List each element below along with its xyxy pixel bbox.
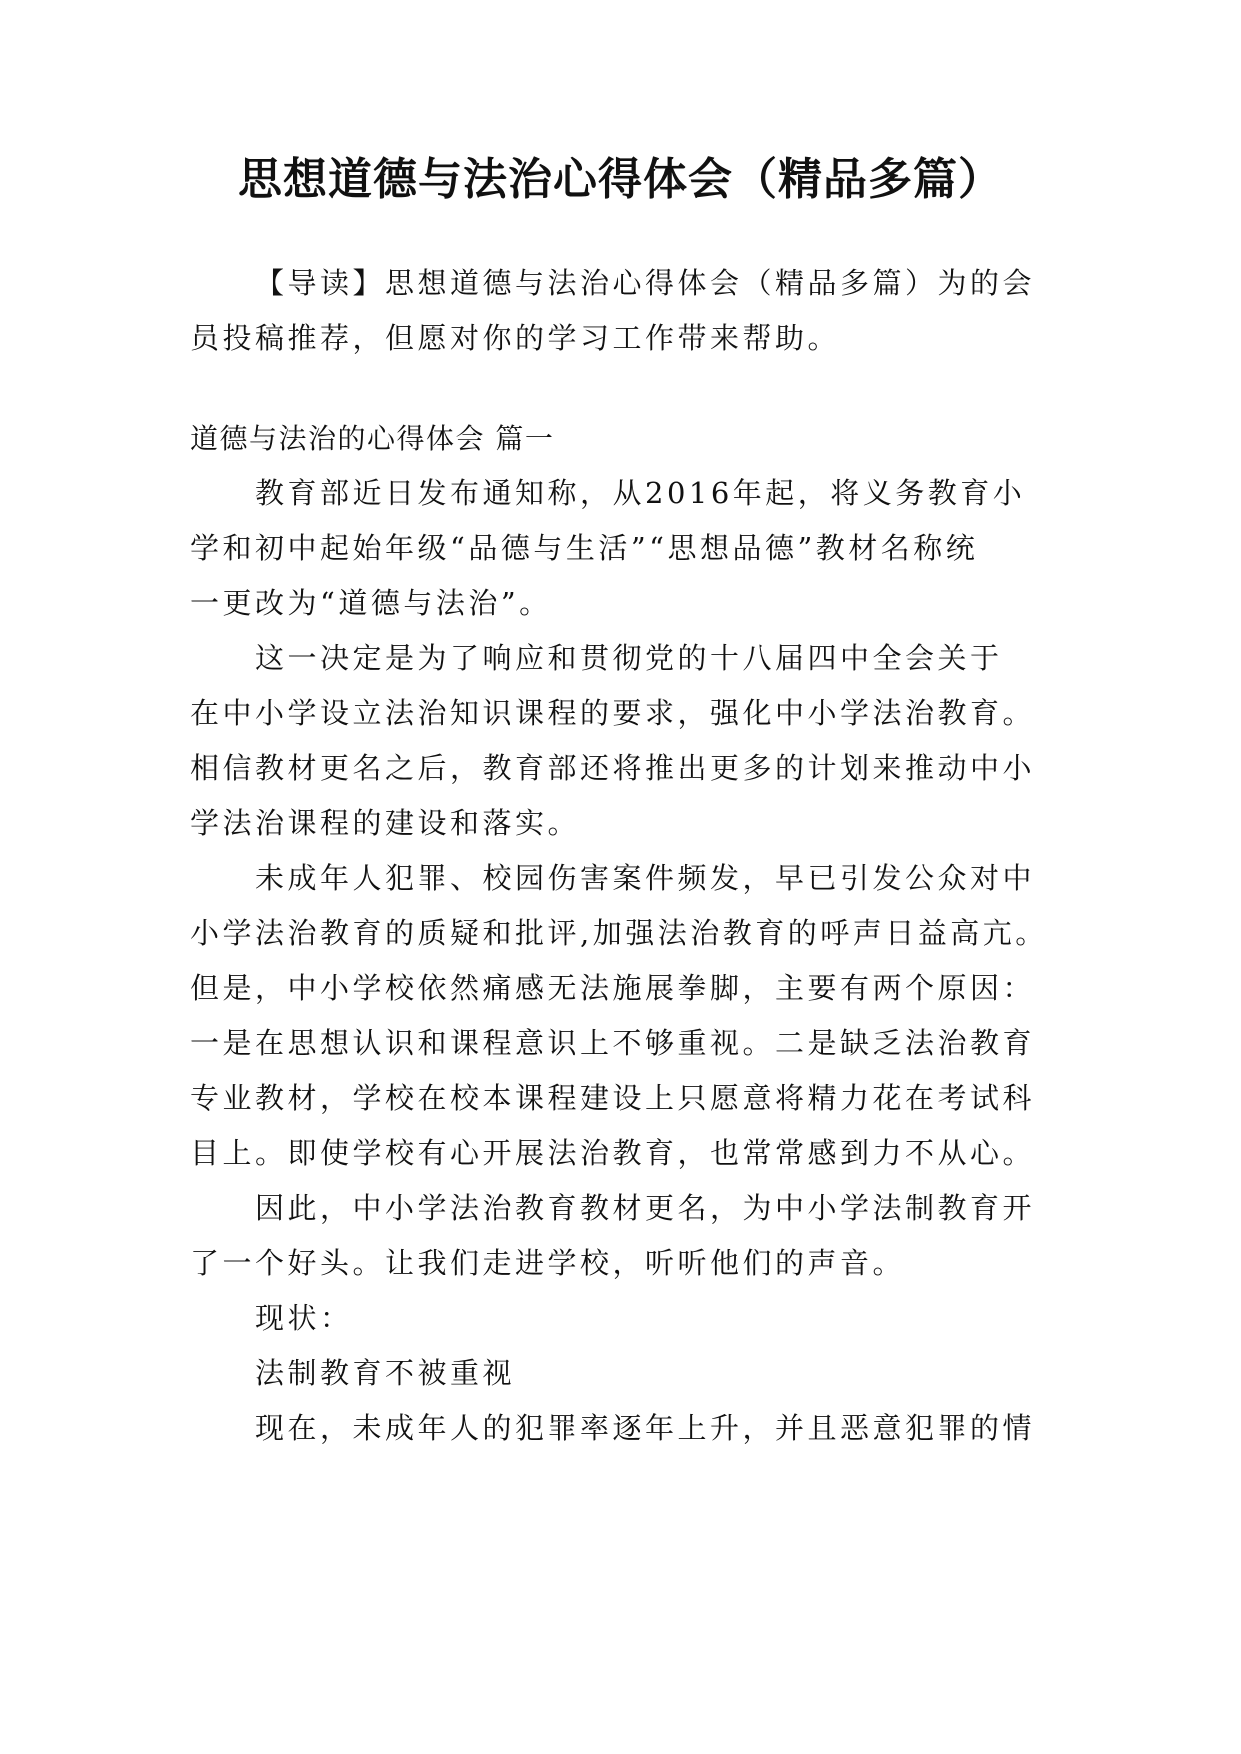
subheading-status: 现状： [255, 1301, 353, 1335]
paragraph-line: 学法治课程的建设和落实。 [190, 806, 581, 840]
intro-line-2: 员投稿推荐，但愿对你的学习工作带来帮助。 [190, 321, 841, 355]
paragraph-line: 但是，中小学校依然痛感无法施展拳脚，主要有两个原因： [190, 971, 1036, 1005]
paragraph-line: 了一个好头。让我们走进学校，听听他们的声音。 [190, 1246, 906, 1280]
subheading-topic: 法制教育不被重视 [255, 1356, 516, 1390]
paragraph-line: 相信教材更名之后，教育部还将推出更多的计划来推动中小 [190, 751, 1036, 785]
paragraph-line: 因此，中小学法治教育教材更名，为中小学法制教育开 [255, 1191, 1036, 1225]
paragraph-line: 未成年人犯罪、校园伤害案件频发，早已引发公众对中 [255, 861, 1036, 895]
intro-line-1: 【导读】思想道德与法治心得体会（精品多篇）为的会 [255, 266, 1036, 300]
section-heading: 道德与法治的心得体会 篇一 [190, 422, 555, 455]
paragraph-line: 小学法治教育的质疑和批评,加强法治教育的呼声日益高亢。 [190, 916, 1048, 950]
paragraph-line: 一更改为“道德与法治”。 [190, 586, 552, 620]
paragraph-line: 目上。即使学校有心开展法治教育，也常常感到力不从心。 [190, 1136, 1036, 1170]
paragraph-line: 专业教材，学校在校本课程建设上只愿意将精力花在考试科 [190, 1081, 1036, 1115]
paragraph-line: 在中小学设立法治知识课程的要求，强化中小学法治教育。 [190, 696, 1036, 730]
paragraph-line: 现在，未成年人的犯罪率逐年上升，并且恶意犯罪的情 [255, 1411, 1036, 1445]
paragraph-line: 学和初中起始年级“品德与生活”“思想品德”教材名称统 [190, 531, 979, 565]
document-title: 思想道德与法治心得体会（精品多篇） [238, 154, 1003, 205]
paragraph-line: 教育部近日发布通知称，从2016年起，将义务教育小 [255, 476, 1026, 510]
paragraph-line: 这一决定是为了响应和贯彻党的十八届四中全会关于 [255, 641, 1003, 675]
paragraph-line: 一是在思想认识和课程意识上不够重视。二是缺乏法治教育 [190, 1026, 1036, 1060]
